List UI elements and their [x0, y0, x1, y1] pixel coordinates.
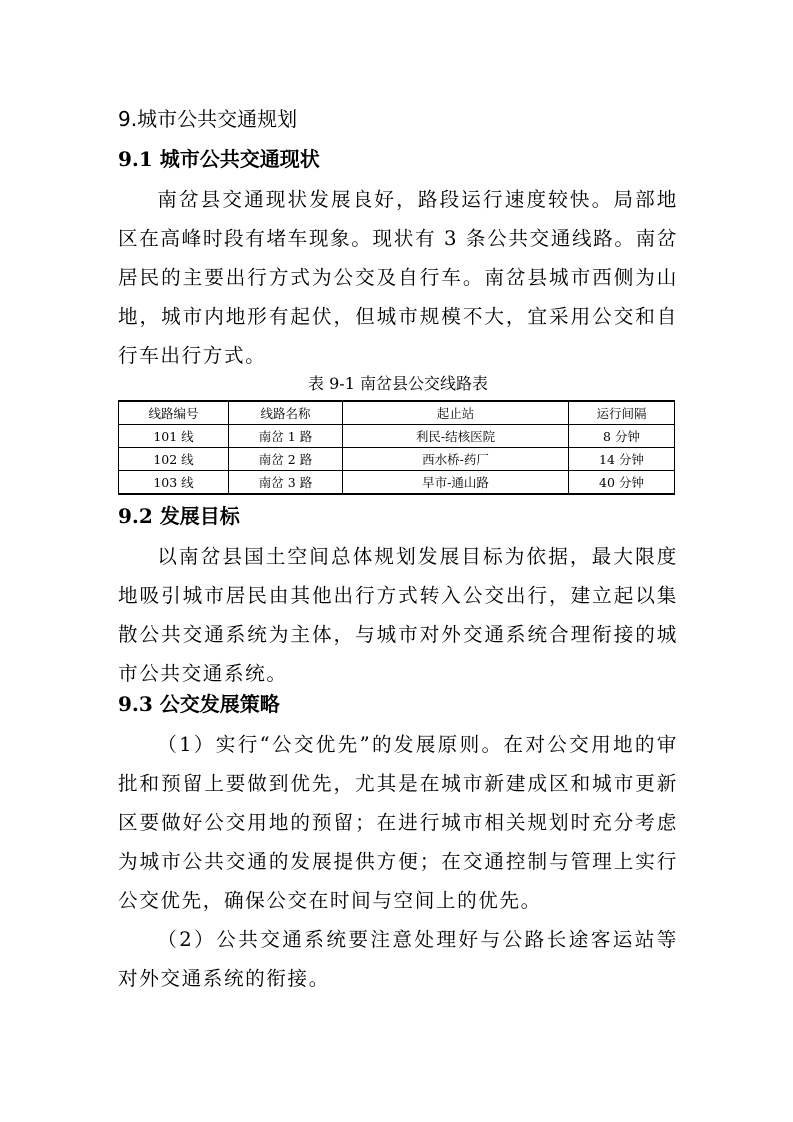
route-number: 103 线 [119, 471, 229, 495]
route-stations: 早市-通山路 [343, 471, 569, 495]
paragraph-status: 南岔县交通现状发展良好，路段运行速度较快。局部地区在高峰时段有堵车现象。现状有 3 条公共交通线路。南岔居民的主要出行方式为公交及自行车。南岔县城市西侧为山地，城市内地形有起伏，但城市规模不大，宜采用公交和自行车出行方式。 [118, 188, 678, 367]
route-interval: 14 分钟 [569, 448, 675, 471]
route-number: 101 线 [119, 425, 229, 448]
section-heading-strategy: 9.3 公交发展策略 [118, 692, 280, 716]
section-heading-goal: 9.2 发展目标 [118, 504, 240, 528]
header-route-number: 线路编号 [119, 401, 229, 425]
chapter-title: 9.城市公共交通规划 [118, 107, 298, 131]
route-stations: 利民-结核医院 [343, 425, 569, 448]
table-row [119, 448, 675, 471]
route-name: 南岔 2 路 [229, 448, 343, 471]
route-number: 102 线 [119, 448, 229, 471]
paragraph-strategy-1: （1）实行“公交优先”的发展原则。在对公交用地的审批和预留上要做到优先，尤其是在城市新建成区和城市更新区要做好公交用地的预留；在进行城市相关规划时充分考虑为城市公共交通的发展提供方便；在交通控制与管理上实行公交优先，确保公交在时间与空间上的优先。 [118, 733, 678, 912]
table-caption: 表 9-1 南岔县公交线路表 [308, 374, 488, 393]
header-route-name: 线路名称 [229, 401, 343, 425]
table-row [119, 471, 675, 495]
table-header-row [119, 401, 675, 425]
route-interval: 40 分钟 [569, 471, 675, 495]
paragraph-goal: 以南岔县国土空间总体规划发展目标为依据，最大限度地吸引城市居民由其他出行方式转入公交出行，建立起以集散公共交通系统为主体，与城市对外交通系统合理衔接的城市公共交通系统。 [118, 545, 678, 685]
route-name: 南岔 3 路 [229, 471, 343, 495]
header-interval: 运行间隔 [569, 401, 675, 425]
paragraph-strategy-2: （2）公共交通系统要注意处理好与公路长途客运站等对外交通系统的衔接。 [118, 928, 678, 990]
route-interval: 8 分钟 [569, 425, 675, 448]
header-stations: 起止站 [343, 401, 569, 425]
route-name: 南岔 1 路 [229, 425, 343, 448]
bus-routes-table [118, 400, 675, 495]
table-row [119, 425, 675, 448]
route-stations: 西水桥-药厂 [343, 448, 569, 471]
section-heading-status: 9.1 城市公共交通现状 [118, 147, 320, 171]
